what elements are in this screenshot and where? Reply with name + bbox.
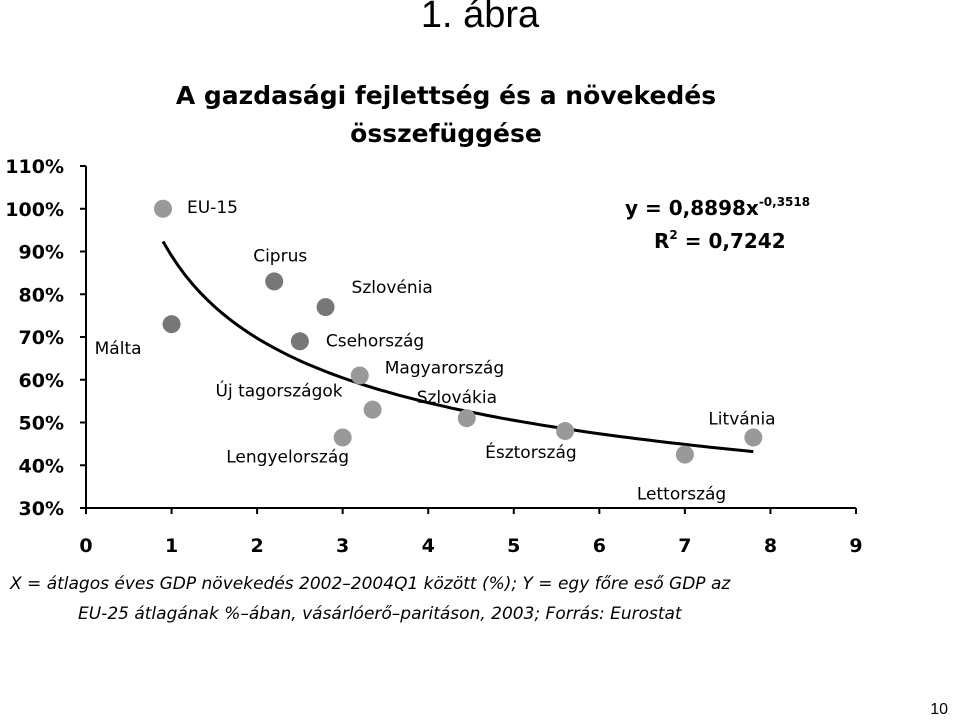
data-point: [317, 298, 335, 316]
y-tick-label: 110%: [5, 156, 64, 178]
trend-equation: $y = 0,8898x^{-0,3518}$: [625, 195, 811, 220]
data-point: [676, 446, 694, 464]
data-point: [334, 428, 352, 446]
y-tick-label: 60%: [18, 369, 64, 392]
data-point: [291, 332, 309, 350]
data-point: [458, 409, 476, 427]
data-point: [556, 422, 574, 440]
chart-title-line2: összefüggése: [350, 119, 542, 148]
point-label: Lengyelország: [226, 447, 350, 468]
chart-title-line1: A gazdasági fejlettség és a növekedés: [175, 81, 717, 110]
point-label: Szlovénia: [351, 278, 433, 299]
caption-line2: EU-25 átlagának %–ában, vásárlóerő–paritáson, 2003; Forrás: Eurostat: [78, 604, 682, 624]
x-tick-label: 1: [164, 535, 179, 557]
page-heading: 1. ábra: [420, 0, 540, 36]
point-label: Új tagországok: [215, 381, 343, 402]
point-label: Málta: [94, 339, 142, 360]
x-tick-label: 3: [336, 535, 350, 557]
y-tick-label: 70%: [18, 327, 64, 349]
data-point: [364, 401, 382, 419]
y-tick-label: 30%: [18, 498, 64, 520]
data-point: [265, 272, 283, 290]
point-label: Csehország: [325, 331, 425, 352]
y-tick-label: 40%: [18, 455, 64, 478]
point-label: Ciprus: [253, 246, 308, 267]
trend-exponent: -0,3518: [758, 195, 811, 209]
point-label: EU-15: [187, 197, 238, 218]
y-tick-label: 50%: [18, 412, 64, 435]
x-tick-label: 6: [592, 535, 606, 557]
point-label: Litvánia: [708, 409, 776, 430]
point-label: Magyarország: [384, 358, 505, 379]
data-point: [163, 315, 181, 333]
x-tick-label: 9: [849, 535, 863, 557]
point-label: Észtország: [485, 443, 577, 464]
point-label: Lettország: [636, 484, 727, 505]
x-tick-label: 7: [678, 535, 692, 557]
x-tick-label: 2: [250, 535, 264, 557]
y-tick-label: 90%: [18, 241, 64, 264]
caption-line1: X = átlagos éves GDP növekedés 2002–2004Q1 között (%); Y = egy főre eső GDP az: [10, 574, 731, 594]
x-tick-label: 8: [763, 535, 778, 557]
y-tick-label: 80%: [18, 284, 64, 307]
x-tick-label: 0: [79, 535, 93, 557]
data-point: [351, 366, 369, 384]
point-label: Szlovákia: [416, 388, 498, 409]
r-squared: $R^2 = 0,7242$: [654, 228, 786, 253]
x-tick-label: 5: [507, 535, 521, 557]
data-point: [154, 200, 172, 218]
data-point: [744, 428, 762, 446]
page-number: 10: [930, 701, 948, 718]
x-tick-label: 4: [421, 535, 435, 557]
y-tick-label: 100%: [5, 198, 64, 221]
